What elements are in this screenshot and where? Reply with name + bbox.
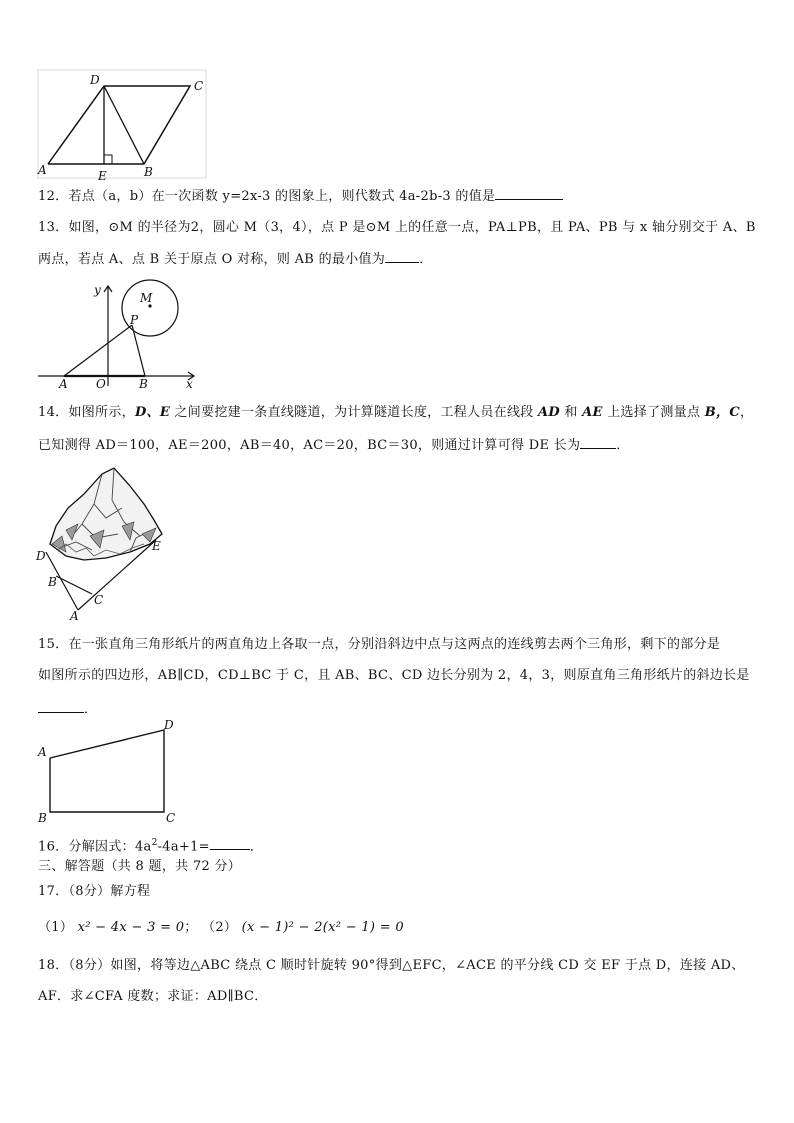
question-13-line1: 13．如图，⊙M 的半径为2，圆心 M（3，4），点 P 是⊙M 上的任意一点，PA⊥PB，且 PA、PB 与 x 轴分别交于 A、B: [38, 220, 756, 235]
question-15-line3: ．: [38, 700, 97, 719]
label-A: A: [38, 163, 47, 177]
label-B: B: [144, 165, 153, 179]
parallelogram-figure: [28, 68, 218, 183]
equation-1: x² − 4x − 3 = 0: [77, 920, 185, 935]
question-14-line2: 已知测得 AD＝100，AE＝200，AB＝40，AC＝20，BC＝30，则通过计算可得 DE 长为 ．: [38, 438, 630, 453]
question-18-line1: 18．（8分）如图，将等边△ABC 绕点 C 顺时针旋转 90°得到△EFC，∠ACE 的平分线 CD 交 EF 于点 D，连接 AD、: [38, 958, 745, 973]
label-C: C: [194, 79, 204, 93]
answer-blank[interactable]: [38, 700, 84, 713]
label-O: O: [96, 377, 106, 391]
label-D: D: [164, 718, 174, 732]
tunnel-rock-figure: [32, 464, 172, 622]
label-A: A: [70, 609, 79, 622]
label-P: P: [130, 313, 139, 327]
label-A: A: [38, 745, 47, 759]
label-M: M: [140, 291, 153, 305]
label-D: D: [90, 73, 100, 87]
quadrilateral-figure: [34, 716, 184, 826]
circle-axes-figure: [34, 278, 204, 393]
question-17-equations: （1） x² − 4x − 3 = 0； （2） (x − 1)² − 2(x² − 1) = 0: [38, 920, 404, 935]
answer-blank[interactable]: [580, 436, 616, 449]
label-C: C: [166, 811, 176, 825]
answer-blank[interactable]: [210, 837, 250, 850]
question-16: 16．分解因式：$4a^2-4a+1=$ ．: [38, 838, 264, 855]
question-15-line2: 如图所示的四边形，AB∥CD，CD⊥BC 于 C，且 AB、BC、CD 边长分别为 2，4，3，则原直角三角形纸片的斜边长是: [38, 668, 750, 683]
label-D: D: [36, 549, 46, 563]
question-18-line2: AF．求∠CFA 度数；求证：AD∥BC．: [38, 989, 268, 1004]
label-A: A: [59, 377, 68, 391]
question-15-line1: 15．在一张直角三角形纸片的两直角边上各取一点，分别沿斜边中点与这两点的连线剪去两个三角形，剩下的部分是: [38, 637, 721, 652]
label-E: E: [98, 169, 107, 183]
section-heading: 三、解答题（共 8 题，共 72 分）: [38, 859, 242, 874]
answer-blank[interactable]: [385, 250, 419, 263]
answer-blank[interactable]: [495, 187, 563, 200]
question-17-title: 17．（8分）解方程: [38, 884, 151, 899]
label-E: E: [152, 539, 161, 553]
label-B: B: [139, 377, 148, 391]
label-B: B: [38, 811, 47, 825]
question-13-line2: 两点，若点 A、点 B 关于原点 O 对称，则 AB 的最小值为 ．: [38, 252, 433, 267]
label-y: y: [94, 283, 101, 297]
question-14-line1: 14．如图所示，D、E 之间要挖建一条直线隧道，为计算隧道长度，工程人员在线段 AD 和 AE 上选择了测量点 B，C，: [38, 405, 754, 420]
label-B: B: [48, 575, 57, 589]
label-C: C: [94, 593, 104, 607]
label-x: x: [186, 377, 193, 391]
equation-2: (x − 1)² − 2(x² − 1) = 0: [241, 920, 404, 935]
question-12: 12．若点（a，b）在一次函数 y=2x-3 的图象上，则代数式 4a-2b-3 的值是: [38, 187, 563, 206]
